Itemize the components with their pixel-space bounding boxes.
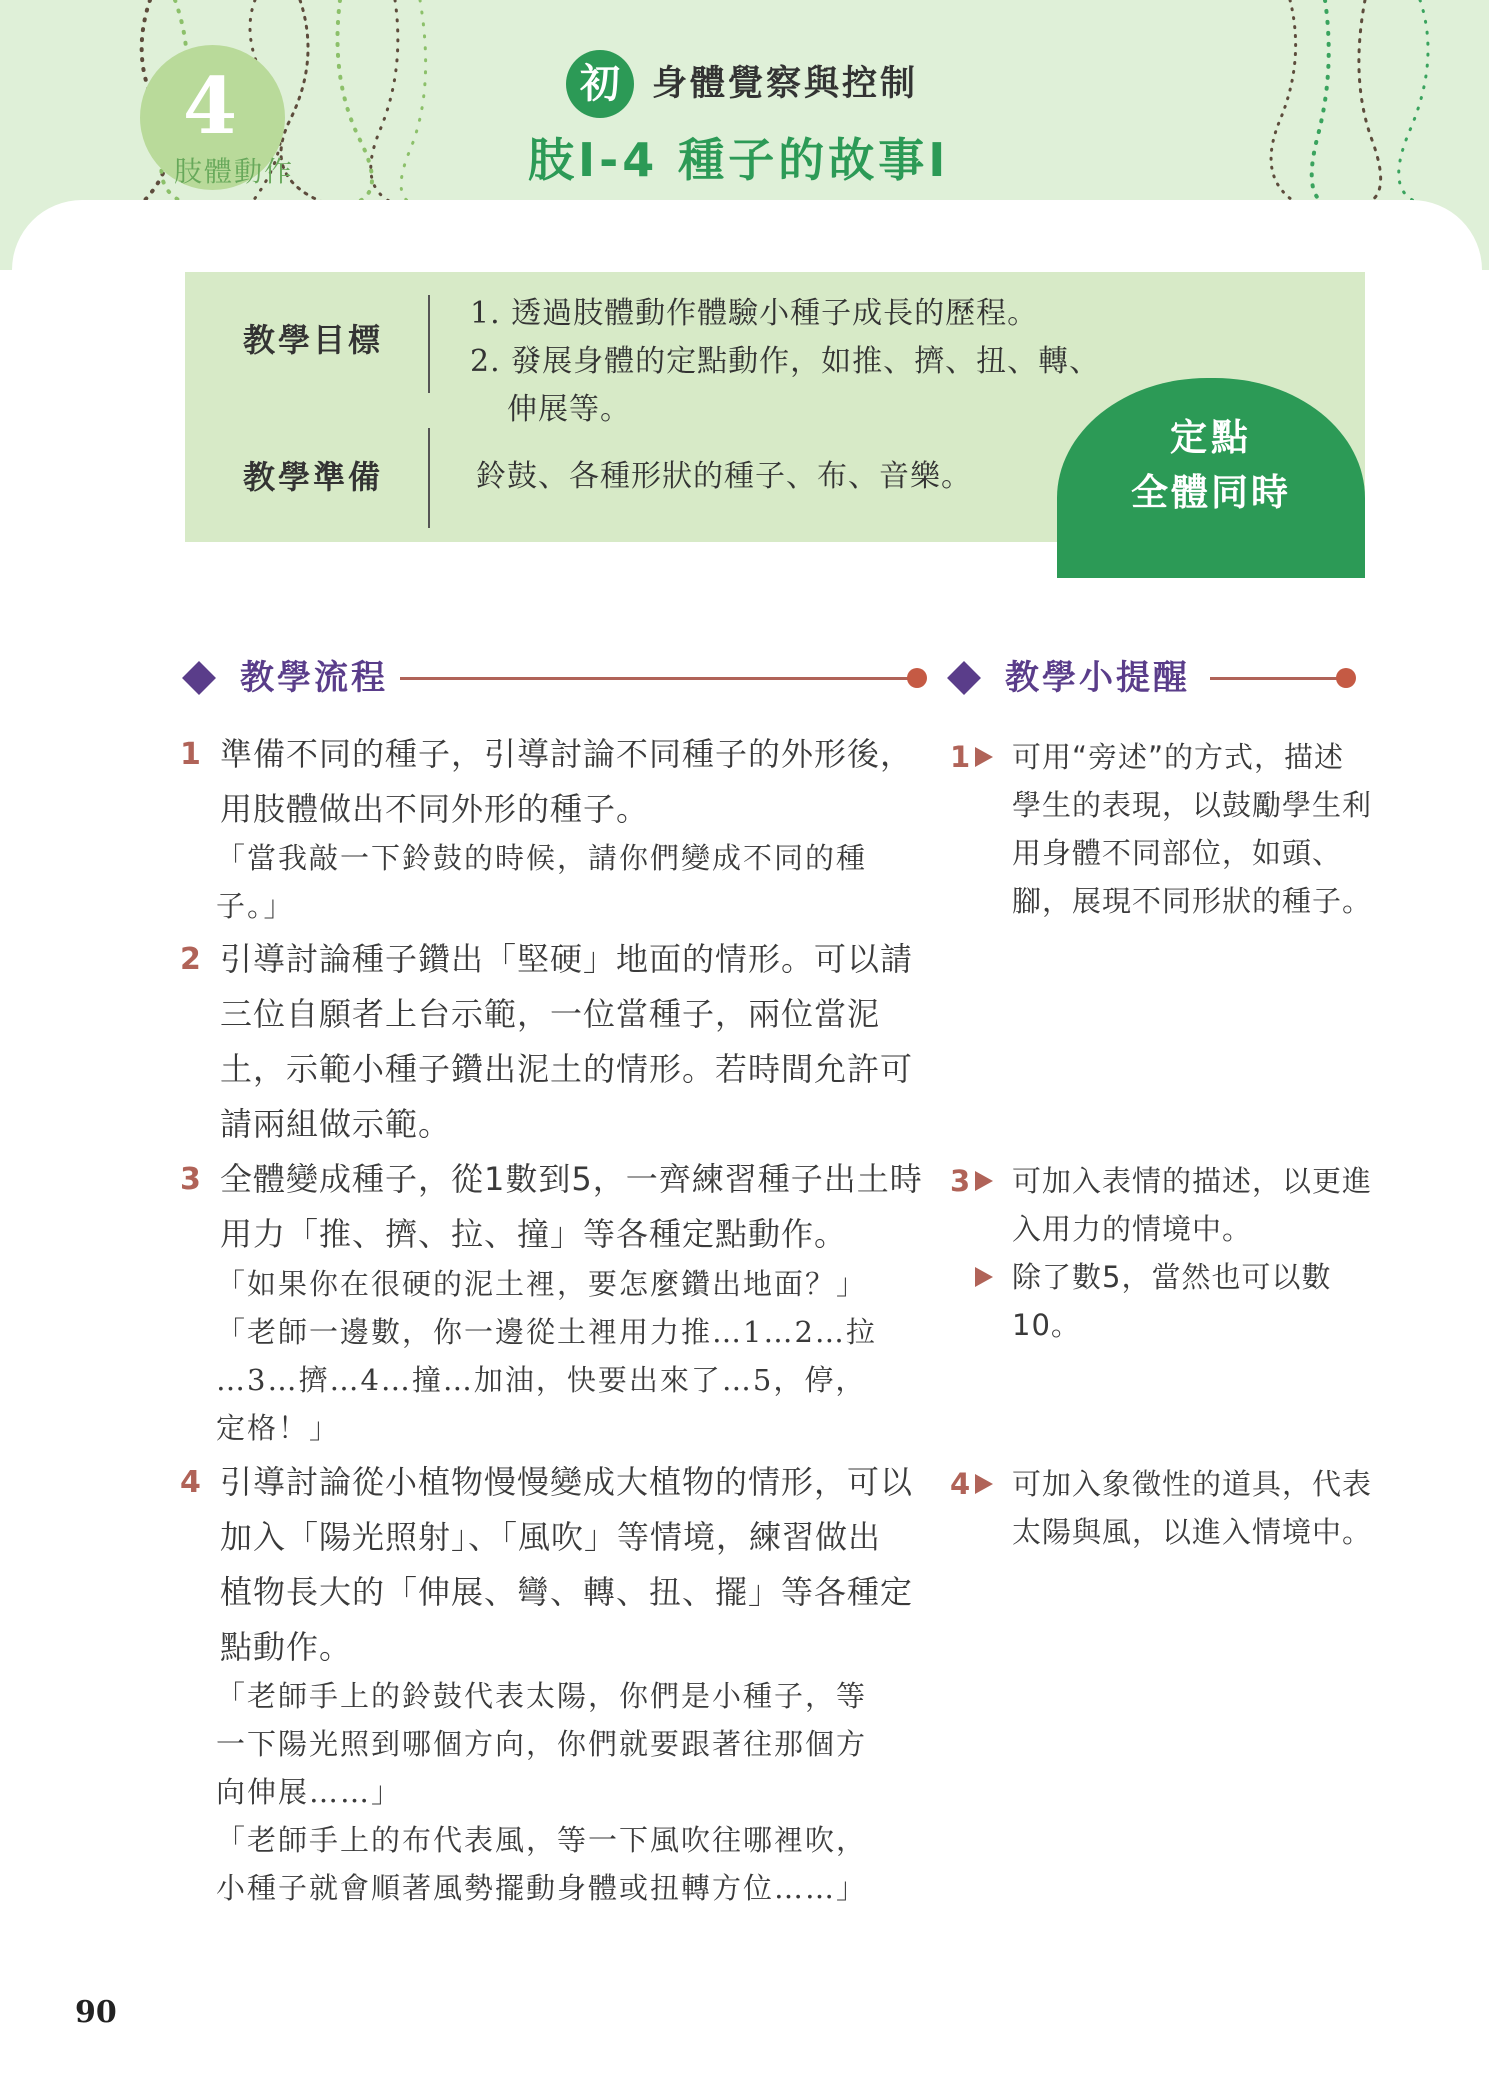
step-3-quote-2: 「老師一邊數，你一邊從土裡用力推…1…2…拉 (216, 1315, 877, 1349)
process-rule (400, 677, 910, 680)
tips-rule (1210, 677, 1340, 680)
step-4-quote-3: 向伸展……」 (216, 1775, 403, 1809)
goal-item-2: 2. 發展身體的定點動作，如推、擠、扭、轉、 (470, 344, 1101, 379)
step-3-line-2: 用力「推、擠、拉、撞」等各種定點動作。 (220, 1215, 848, 1253)
prep-separator (428, 428, 430, 528)
prep-label: 教學準備 (243, 458, 384, 496)
tip-number: 3 (950, 1164, 971, 1198)
step-number: 4 (180, 1465, 201, 1500)
step-1-line-1: 準備不同的種子，引導討論不同種子的外形後， (220, 735, 914, 773)
step-2-line-1: 引導討論種子鑽出「堅硬」地面的情形。可以請 (220, 940, 914, 978)
step-3-quote-1: 「如果你在很硬的泥土裡，要怎麼鑽出地面？」 (216, 1267, 868, 1301)
goal-item-1: 1. 透過肢體動作體驗小種子成長的歷程。 (470, 296, 1039, 331)
step-2-line-2: 三位自願者上台示範，一位當種子，兩位當泥 (220, 995, 881, 1033)
tips-rule-dot (1336, 668, 1356, 688)
step-1-quote-2: 子。」 (216, 889, 295, 923)
mode-badge-line2: 全體同時 (1131, 471, 1291, 514)
chapter-number: 4 (182, 61, 238, 152)
step-3-line-1: 全體變成種子，從1數到5，一齊練習種子出土時 (220, 1160, 923, 1198)
process-diamond-icon (182, 661, 216, 695)
tip-4-line-1: 可加入象徵性的道具，代表 (1012, 1467, 1373, 1501)
step-2-line-4: 請兩組做示範。 (220, 1105, 452, 1143)
step-4-line-3: 植物長大的「伸展、彎、轉、扭、擺」等各種定 (220, 1573, 914, 1611)
prep-text: 鈴鼓、各種形狀的種子、布、音樂。 (476, 459, 972, 494)
process-rule-dot (907, 668, 927, 688)
tip-3b-line-1: 除了數5，當然也可以數 (1012, 1260, 1332, 1294)
step-1-line-2: 用肢體做出不同外形的種子。 (220, 790, 650, 828)
mode-badge-line1: 定點 (1170, 416, 1252, 459)
goal-separator (428, 295, 430, 393)
goal-item-2-cont: 伸展等。 (507, 392, 631, 427)
step-4-quote-4: 「老師手上的布代表風，等一下風吹往哪裡吹， (216, 1823, 868, 1857)
tip-1-line-4: 腳，展現不同形狀的種子。 (1012, 884, 1373, 918)
tip-arrow-icon (975, 1171, 993, 1191)
goal-label: 教學目標 (243, 321, 384, 359)
step-4-line-1: 引導討論從小植物慢慢變成大植物的情形，可以 (220, 1463, 914, 1501)
tips-title: 教學小提醒 (1005, 658, 1190, 698)
step-4-quote-1: 「老師手上的鈴鼓代表太陽，你們是小種子，等 (216, 1679, 868, 1713)
tip-1-line-3: 用身體不同部位，如頭、 (1012, 836, 1343, 870)
tip-number: 4 (950, 1467, 971, 1501)
tip-4-line-2: 太陽與風，以進入情境中。 (1012, 1515, 1373, 1549)
level-badge: 初 (566, 50, 634, 118)
step-3-quote-4: 定格！」 (216, 1411, 341, 1445)
lesson-title: 肢Ⅰ-4 種子的故事Ⅰ (528, 133, 950, 187)
step-1-quote-1: 「當我敲一下鈴鼓的時候，請你們變成不同的種 (216, 841, 868, 875)
page-number: 90 (75, 1995, 117, 2030)
step-number: 1 (180, 737, 201, 772)
level-title: 身體覺察與控制 (652, 64, 919, 104)
chapter-label: 肢體動作 (174, 155, 295, 188)
step-4-line-2: 加入「陽光照射」、「風吹」等情境，練習做出 (220, 1518, 882, 1556)
step-3-quote-3: …3…擠…4…撞…加油，快要出來了…5，停， (216, 1363, 867, 1397)
tip-1-line-2: 學生的表現，以鼓勵學生利 (1012, 788, 1373, 822)
tip-number: 1 (950, 740, 971, 774)
step-number: 2 (180, 942, 201, 977)
tip-arrow-icon (975, 1267, 993, 1287)
step-4-line-4: 點動作。 (220, 1628, 353, 1666)
tips-diamond-icon (947, 661, 981, 695)
tip-arrow-icon (975, 1474, 993, 1494)
step-4-quote-2: 一下陽光照到哪個方向，你們就要跟著往那個方 (216, 1727, 868, 1761)
tip-1-line-1: 可用“旁述”的方式，描述 (1012, 740, 1345, 774)
tip-3b-line-2: 10。 (1012, 1308, 1081, 1342)
tip-3-line-1: 可加入表情的描述，以更進 (1012, 1164, 1373, 1198)
tip-arrow-icon (975, 747, 993, 767)
step-4-quote-5: 小種子就會順著風勢擺動身體或扭轉方位……」 (216, 1871, 868, 1905)
process-title: 教學流程 (240, 658, 388, 698)
tip-3-line-2: 入用力的情境中。 (1012, 1212, 1253, 1246)
step-number: 3 (180, 1162, 201, 1197)
step-2-line-3: 土，示範小種子鑽出泥土的情形。若時間允許可 (220, 1050, 914, 1088)
